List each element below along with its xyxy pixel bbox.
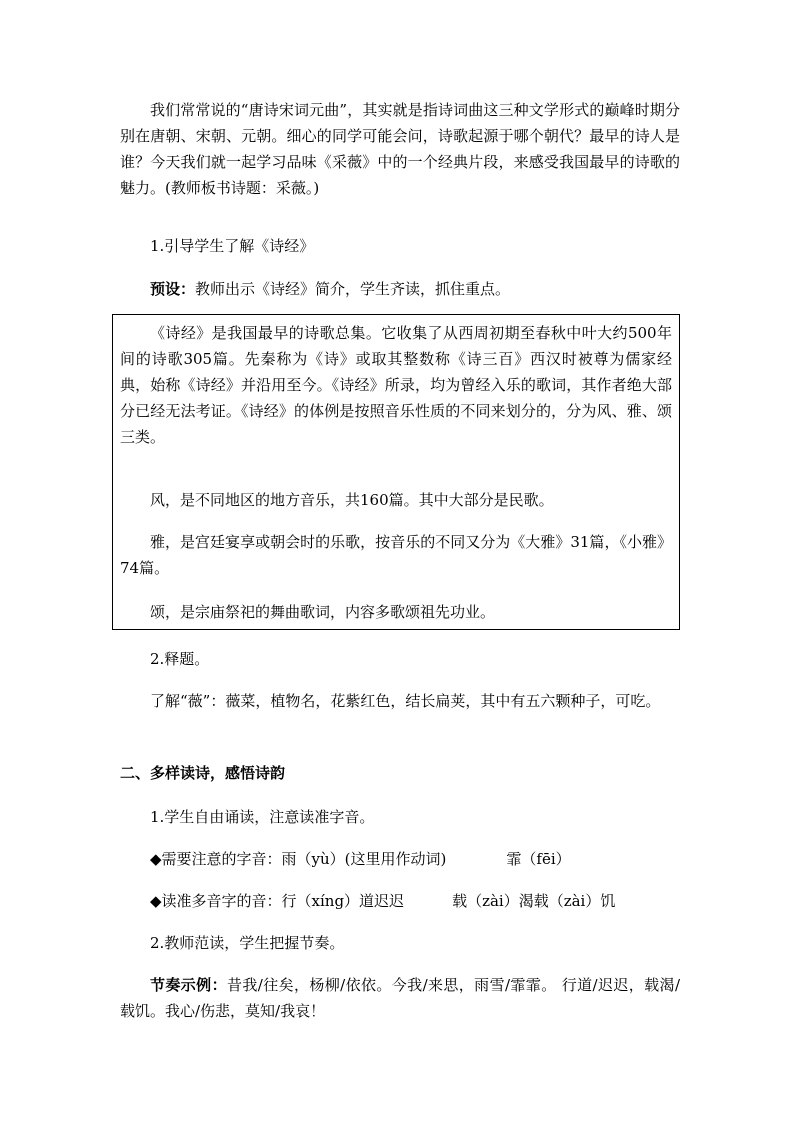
step2-title: 2.释题。 xyxy=(150,650,210,668)
intro-paragraph: 我们常常说的“唐诗宋词元曲”，其实就是指诗词曲这三种文学形式的巅峰时期分别在唐朝、宋朝、元朝。细心的同学可能会问，诗歌起源于哪个朝代？最早的诗人是谁？今天我们就一起学习品味《采薇》中的一个经典片段，来感受我国最早的诗歌的魅力。(教师板书诗题：采薇。) xyxy=(120,101,680,197)
step2-text: 了解“薇”：薇菜，植物名，花紫红色，结长扁荚，其中有五六颗种子，可吃。 xyxy=(150,692,661,710)
box-paragraph-ya: 雅，是宫廷宴享或朝会时的乐歌，按音乐的不同又分为《大雅》31篇，《小雅》74篇。 xyxy=(120,533,672,577)
section2-item1: 1.学生自由诵读，注意读准字音。 xyxy=(150,808,375,826)
pronunciation-note-1 xyxy=(120,846,680,872)
rhythm-label: 节奏示例： xyxy=(150,976,227,994)
preset-text: 教师出示《诗经》简介，学生齐读，抓住重点。 xyxy=(195,280,511,298)
note2-part-a: ◆读准多音字的音：行（xíng）道迟迟 xyxy=(150,892,405,910)
shijing-intro-box xyxy=(112,314,680,630)
section2-item2: 2.教师范读，学生把握节奏。 xyxy=(150,934,345,952)
note2-part-b: 载（zài）渴载（zài）饥 xyxy=(452,892,616,910)
rhythm-example xyxy=(120,972,680,1024)
box-paragraph-1: 《诗经》是我国最早的诗歌总集。它收集了从西周初期至春秋中叶大约500年间的诗歌305篇。先秦称为《诗》或取其整数称《诗三百》西汉时被尊为儒家经典，始称《诗经》并沿用至今。《诗经》所录，均为曾经入乐的歌词，其作者绝大部分已经无法考证。《诗经》的体例是按照音乐性质的不同来划分的，分为风、雅、颂三类。 xyxy=(120,324,672,446)
box-paragraph-feng: 风，是不同地区的地方音乐，共160篇。其中大部分是民歌。 xyxy=(150,491,554,509)
box-paragraph-song: 颂，是宗庙祭祀的舞曲歌词，内容多歌颂祖先功业。 xyxy=(150,603,496,621)
note1-part-b: 霏（fēi） xyxy=(506,850,571,868)
preset-label: 预设： xyxy=(150,280,196,298)
preset-paragraph xyxy=(120,276,680,302)
section2-heading: 二、多样读诗，感悟诗韵 xyxy=(120,764,286,782)
step1-title: 1.引导学生了解《诗经》 xyxy=(150,237,315,255)
rhythm-text: 昔我/往矣，杨柳/依依。今我/来思，雨雪/霏霏。 行道/迟迟，载渴/载饥。我心/伤悲，莫知/我哀！ xyxy=(120,976,680,1020)
pronunciation-note-2 xyxy=(120,888,680,914)
note1-part-a: ◆需要注意的字音：雨（yù）(这里用作动词) xyxy=(150,850,447,868)
